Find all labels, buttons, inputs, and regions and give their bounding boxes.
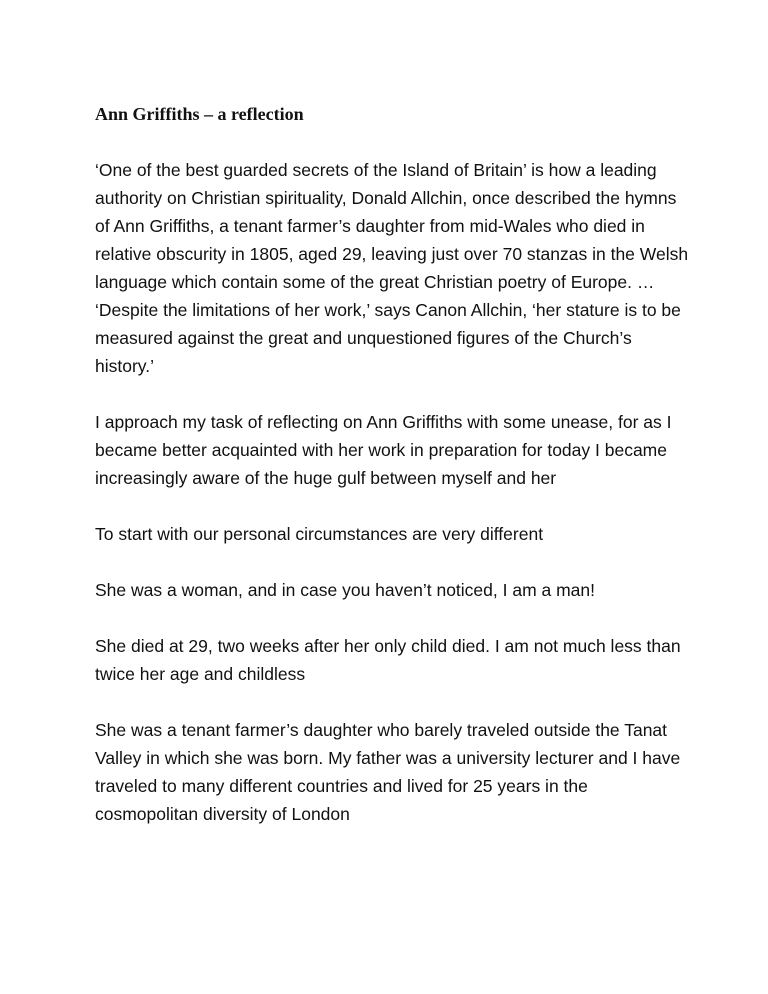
paragraph-1: ‘One of the best guarded secrets of the Island of Britain’ is how a leading authority on Christian spirituality, Donald Allchin, once described the hymns of Ann Griffiths, a tenant farmer’s daughter from mid-Wales who died in relative obscurity in 1805, aged 29, leaving just over 70 stanzas in the Welsh language which contain some of the great Christian poetry of Europe. … ‘Despite the limitations of her work,’ says Canon Allchin, ‘her stature is to be measured against the great and unquestioned figures of the Church’s history.’ (95, 160, 689, 376)
paragraph-6: She was a tenant farmer’s daughter who barely traveled outside the Tanat Valley in which she was born. My father was a university lecturer and I have traveled to many different countries and lived for 25 years in the cosmopolitan diversity of London (95, 720, 681, 824)
document-body (95, 100, 695, 856)
paragraph-5: She died at 29, two weeks after her only child died. I am not much less than twice her age and childless (95, 636, 681, 684)
document-title: Ann Griffiths – a reflection (95, 104, 304, 124)
paragraph-4: She was a woman, and in case you haven’t noticed, I am a man! (95, 580, 596, 600)
paragraph-2: I approach my task of reflecting on Ann Griffiths with some unease, for as I became better acquainted with her work in preparation for today I became increasingly aware of the huge gulf between myself and her (95, 412, 672, 488)
paragraph-3: To start with our personal circumstances are very different (95, 524, 544, 544)
